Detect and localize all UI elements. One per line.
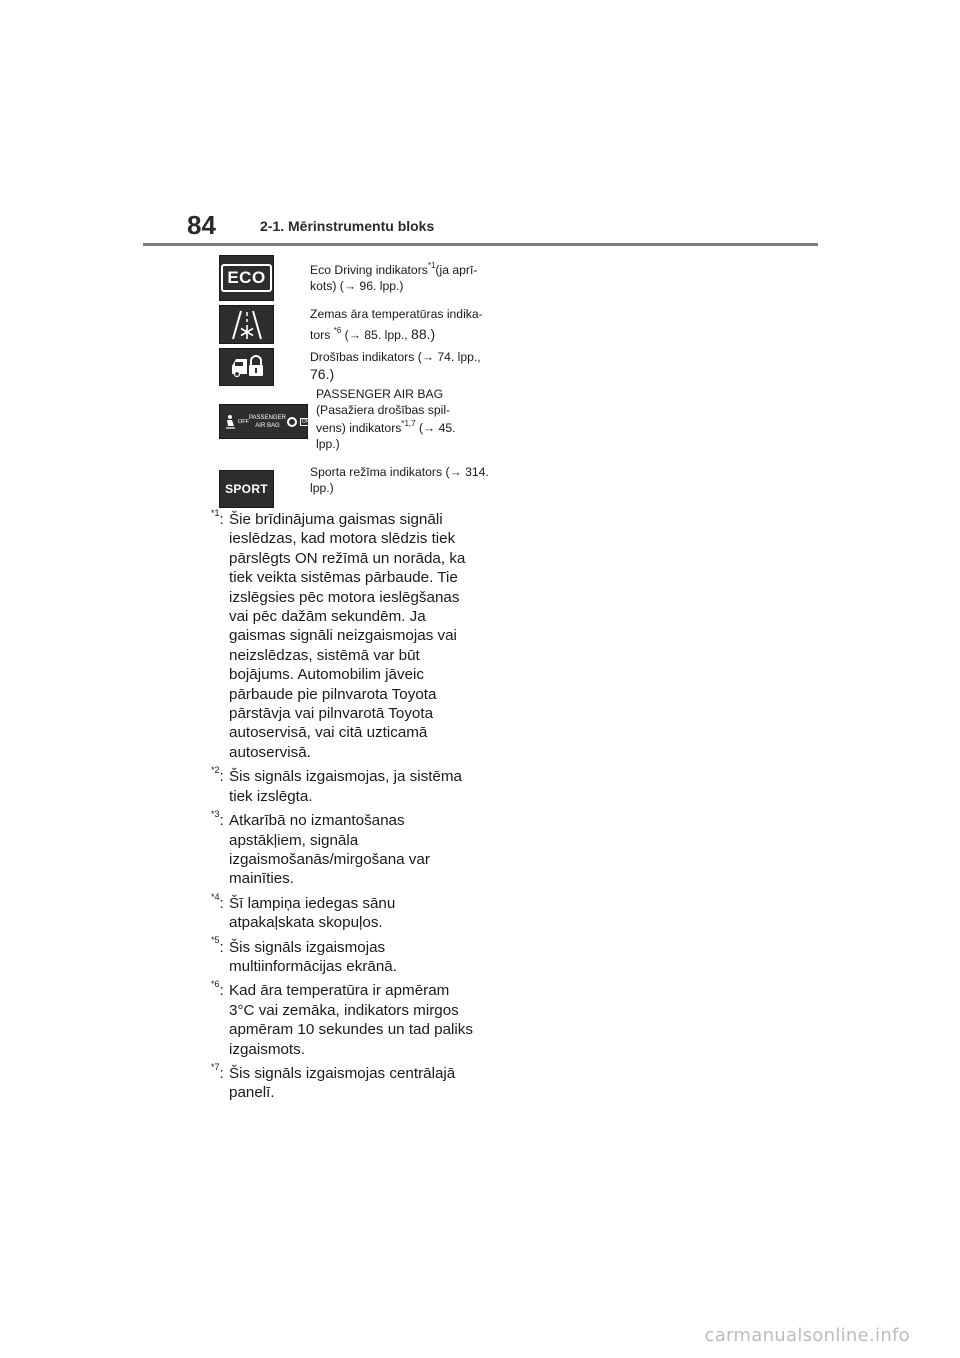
indicator-desc-eco [310, 262, 477, 294]
footnote-line: mainīties. [229, 870, 294, 888]
desc-line: Zemas āra temperatūras indika- [310, 307, 483, 321]
footnote-marker: $^{*6}$: [211, 979, 224, 1000]
low-outside-temperature-icon [219, 305, 274, 344]
footnote-line: apmēram 10 sekundes un tad paliks [229, 1021, 473, 1039]
desc-line: kots) (→ 96. lpp.) [310, 279, 404, 293]
header-rule [143, 243, 818, 246]
desc-line: Sporta režīma indikators (→ 314. [310, 465, 489, 479]
footnote-line: izslēgsies pēc motora ieslēgšanas [229, 588, 460, 606]
footnote-marker: $^{*7}$: [211, 1061, 224, 1082]
footnote-6 [211, 981, 481, 1059]
page-number: 84 [187, 210, 216, 240]
indicator-row-eco [219, 255, 478, 301]
desc-line-tail: (→ 45. [415, 421, 456, 435]
sport-mode-icon [219, 470, 274, 508]
footnote-line: bojājums. Automobilim jāveic [229, 666, 424, 684]
desc-line: tors [310, 328, 334, 342]
footnote-ref: *1,7 [401, 418, 416, 428]
eco-icon-label: ECO [221, 264, 271, 292]
footnote-marker: $^{*3}$: [211, 809, 224, 830]
footnote-7 [211, 1061, 481, 1103]
footnote-line: Šis signāls izgaismojas centrālajā [229, 1064, 456, 1082]
footnote-line: izgaismošanās/mirgošana var [229, 850, 430, 868]
footnote-line: panelī. [229, 1084, 275, 1102]
desc-line-tail: (ja aprī- [435, 263, 478, 277]
watermark: carmanualsonline.info [704, 1325, 910, 1346]
footnote-line: atpakaļskata skopuļos. [229, 914, 383, 932]
footnote-line: apstākļiem, signāla [229, 831, 359, 849]
footnote-4 [211, 891, 481, 933]
airbag-off-label: OFF [238, 418, 249, 425]
seat-person-icon [224, 414, 236, 430]
footnote-marker: $^{*1}$: [211, 507, 224, 528]
footnote-line: Šī lampiņa iedegas sānu [229, 894, 396, 912]
desc-line: Eco Driving indikators [310, 263, 428, 277]
airbag-symbol-icon [286, 416, 298, 428]
section-title: 2-1. Mērinstrumentu bloks [260, 218, 435, 234]
footnote-line: autoservisā. [229, 743, 311, 761]
footnote-line: Šis signāls izgaismojas, ja sistēma [229, 768, 462, 786]
desc-line: lpp.) [316, 437, 340, 451]
airbag-icon-label-top: PASSENGER [249, 414, 286, 421]
footnote-2 [211, 767, 481, 806]
desc-line: (Pasažiera drošības spil- [316, 403, 451, 417]
footnote-line: ieslēdzas, kad motora slēdzis tiek [229, 530, 456, 548]
road-snowflake-icon [227, 309, 267, 341]
page-ref: 76.) [310, 366, 335, 382]
desc-line-tail: (→ 85. lpp., [341, 328, 412, 342]
footnote-3 [211, 811, 481, 889]
footnote-line: multiinformācijas ekrānā. [229, 957, 397, 975]
airbag-icon-label-bottom: AIR BAG [255, 422, 280, 429]
footnote-line: 3°C vai zemāka, indikators mirgos [229, 1001, 459, 1019]
footnote-line: Atkarībā no izmantošanas [229, 812, 405, 830]
footnote-marker: $^{*2}$: [211, 765, 224, 786]
footnote-line: tiek veikta sistēmas pārbaude. Tie [229, 569, 458, 587]
indicator-desc-low-temp [310, 306, 483, 343]
footnote-marker: $^{*5}$: [211, 935, 224, 956]
security-lock-icon [219, 348, 274, 386]
footnote-line: tiek izslēgta. [229, 787, 313, 805]
footnote-ref: *6 [333, 325, 342, 335]
indicator-row-low-temp [219, 305, 483, 345]
footnote-line: izgaismots. [229, 1040, 305, 1058]
footnote-line: vai pēc dažām sekundēm. Ja [229, 608, 426, 626]
footnote-line: Šie brīdinājuma gaismas signāli [229, 511, 443, 528]
indicator-row-airbag [219, 386, 469, 456]
car-lock-icon [229, 354, 265, 380]
footnote-line: pārstāvja vai pilnvarotā Toyota [229, 705, 434, 723]
footnote-line: pārslēgts ON režīmā un norāda, ka [229, 549, 466, 567]
footnote-ref: *1 [427, 260, 436, 270]
desc-line: lpp.) [310, 481, 334, 495]
footnote-line: Šis signāls izgaismojas [229, 938, 386, 956]
footnote-line: Kad āra temperatūra ir apmēram [229, 982, 450, 1000]
desc-line: vens) indikators [316, 421, 402, 435]
footnote-marker: $^{*4}$: [211, 891, 224, 912]
footnote-line: gaismas signāli neizgaismojas vai [229, 627, 457, 645]
sport-icon-label: SPORT [225, 482, 268, 496]
page-ref: 88.) [411, 326, 436, 342]
indicator-row-sport [219, 462, 489, 508]
footnote-line: pārbaude pie pilnvarota Toyota [229, 685, 437, 703]
footnote-5 [211, 935, 481, 977]
airbag-on-label: ON [301, 418, 310, 425]
footnote-line: neizslēdzas, sistēmā var būt [229, 646, 420, 664]
desc-line: PASSENGER AIR BAG [316, 387, 444, 401]
indicator-desc-sport [310, 464, 489, 496]
passenger-airbag-icon [219, 404, 308, 439]
indicator-desc-airbag [316, 386, 456, 452]
footnote-line: autoservisā, vai citā uzticamā [229, 724, 428, 742]
footnote-1 [211, 507, 481, 762]
desc-line: Drošības indikators (→ 74. lpp., [310, 350, 481, 364]
indicator-row-security [219, 348, 481, 388]
footnotes [211, 507, 481, 1108]
indicator-desc-security [310, 349, 481, 382]
eco-driving-icon [219, 255, 274, 301]
